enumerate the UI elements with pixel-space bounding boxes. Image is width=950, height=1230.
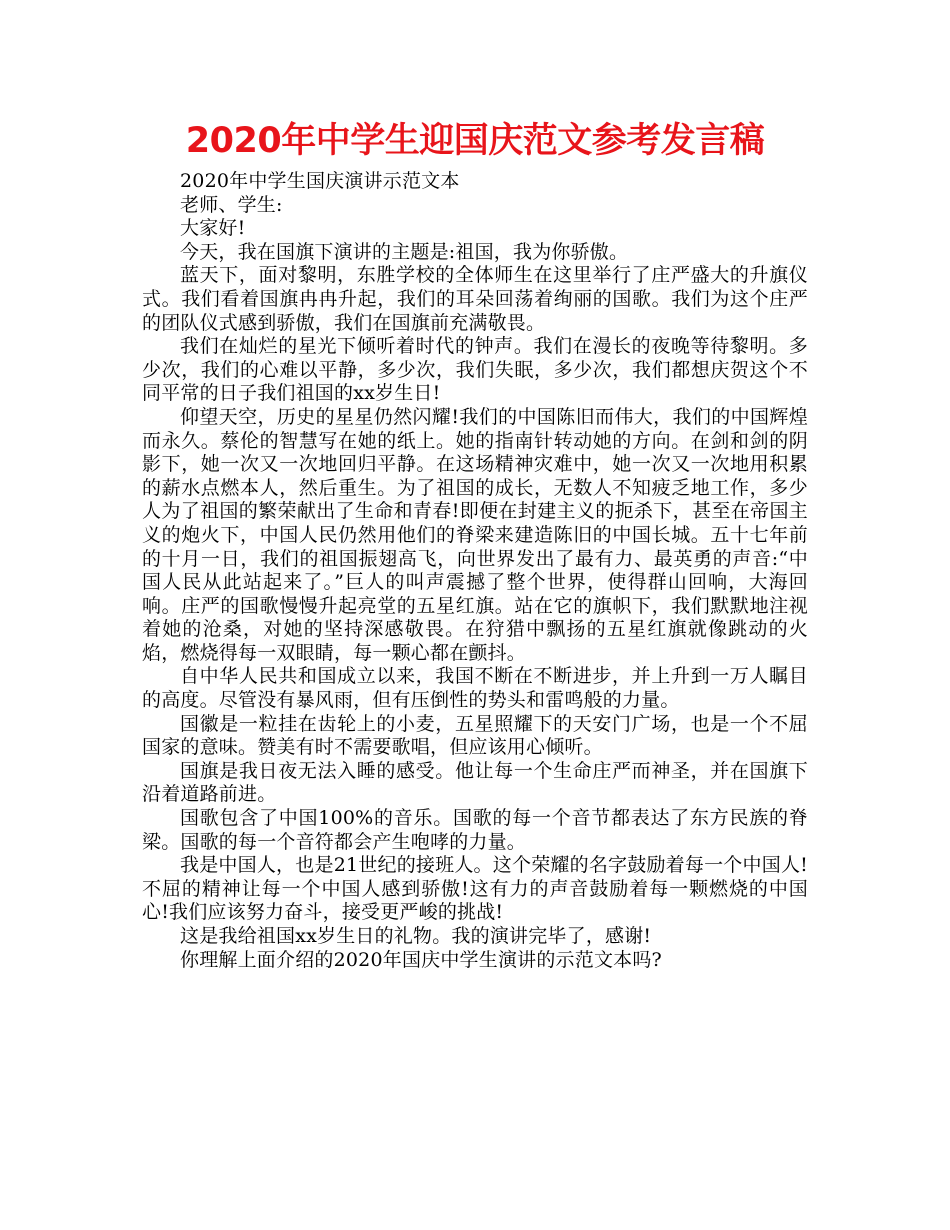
closing-paragraph: 这是我给祖国xx岁生日的礼物。我的演讲完毕了，感谢!: [180, 925, 652, 947]
greeting-paragraph: 大家好!: [180, 217, 246, 240]
document-title: 2020年中学生迎国庆范文参考发言稿: [185, 121, 765, 161]
body-paragraph: 我是中国人，也是21世纪的接班人。这个荣耀的名字鼓励着每一个中国人!不屈的精神让每一个中国人感到骄傲!这有力的声音鼓励着每一颗燃烧的中国心!我们应该努力奋斗，接受更严峻的挑战!: [142, 854, 808, 924]
body-paragraph: 我们在灿烂的星光下倾听着时代的钟声。我们在漫长的夜晚等待黎明。多少次，我们的心难以平静，多少次，我们失眠，多少次，我们都想庆贺这个不同平常的日子我们祖国的xx岁生日!: [142, 335, 808, 405]
body-paragraph: 今天，我在国旗下演讲的主题是:祖国，我为你骄傲。: [180, 240, 629, 263]
document-body: [142, 170, 808, 972]
body-paragraph: 国歌包含了中国100%的音乐。国歌的每一个音节都表达了东方民族的脊梁。国歌的每一个音符都会产生咆哮的力量。: [142, 807, 808, 853]
salutation-paragraph: 老师、学生:: [180, 193, 283, 216]
body-paragraph: 蓝天下，面对黎明，东胜学校的全体师生在这里举行了庄严盛大的升旗仪式。我们看着国旗冉冉升起，我们的耳朵回荡着绚丽的国歌。我们为这个庄严的团队仪式感到骄傲，我们在国旗前充满敬畏。: [142, 264, 808, 334]
subtitle-paragraph: 2020年中学生国庆演讲示范文本: [180, 170, 460, 192]
body-paragraph: 国徽是一粒挂在齿轮上的小麦，五星照耀下的天安门广场，也是一个不屈国家的意味。赞美有时不需要歌唱，但应该用心倾听。: [142, 712, 808, 759]
body-paragraph: 仰望天空，历史的星星仍然闪耀!我们的中国陈旧而伟大，我们的中国辉煌而永久。蔡伦的智慧写在她的纸上。她的指南针转动她的方向。在剑和剑的阴影下，她一次又一次地回归平静。在这场精神灾难中，她一次又一次地用积累的薪水点燃本人，然后重生。为了祖国的成长，无数人不知疲乏地工作，多少人为了祖国的繁荣献出了生命和青春!即便在封建主义的扼杀下，甚至在帝国主义的炮火下，中国人民仍然用他们的脊梁来建造陈旧的中国长城。五十七年前的十月一日，我们的祖国振翅高飞，向世界发出了最有力、最英勇的声音:“中国人民从此站起来了。”巨人的叫声震撼了整个世界，使得群山回响，大海回响。庄严的国歌慢慢升起亮堂的五星红旗。站在它的旗帜下，我们默默地注视着她的沧桑，对她的坚持深感敬畏。在狩猎中飘扬的五星红旗就像跳动的火焰，燃烧得每一双眼睛，每一颗心都在颤抖。: [142, 405, 808, 664]
body-paragraph: 国旗是我日夜无法入睡的感受。他让每一个生命庄严而神圣，并在国旗下沿着道路前进。: [142, 759, 808, 806]
closing-question-paragraph: 你理解上面介绍的2020年国庆中学生演讲的示范文本吗?: [180, 948, 662, 971]
body-paragraph: 自中华人民共和国成立以来，我国不断在不断进步，并上升到一万人瞩目的高度。尽管没有暴风雨，但有压倒性的势头和雷鸣般的力量。: [142, 665, 808, 712]
